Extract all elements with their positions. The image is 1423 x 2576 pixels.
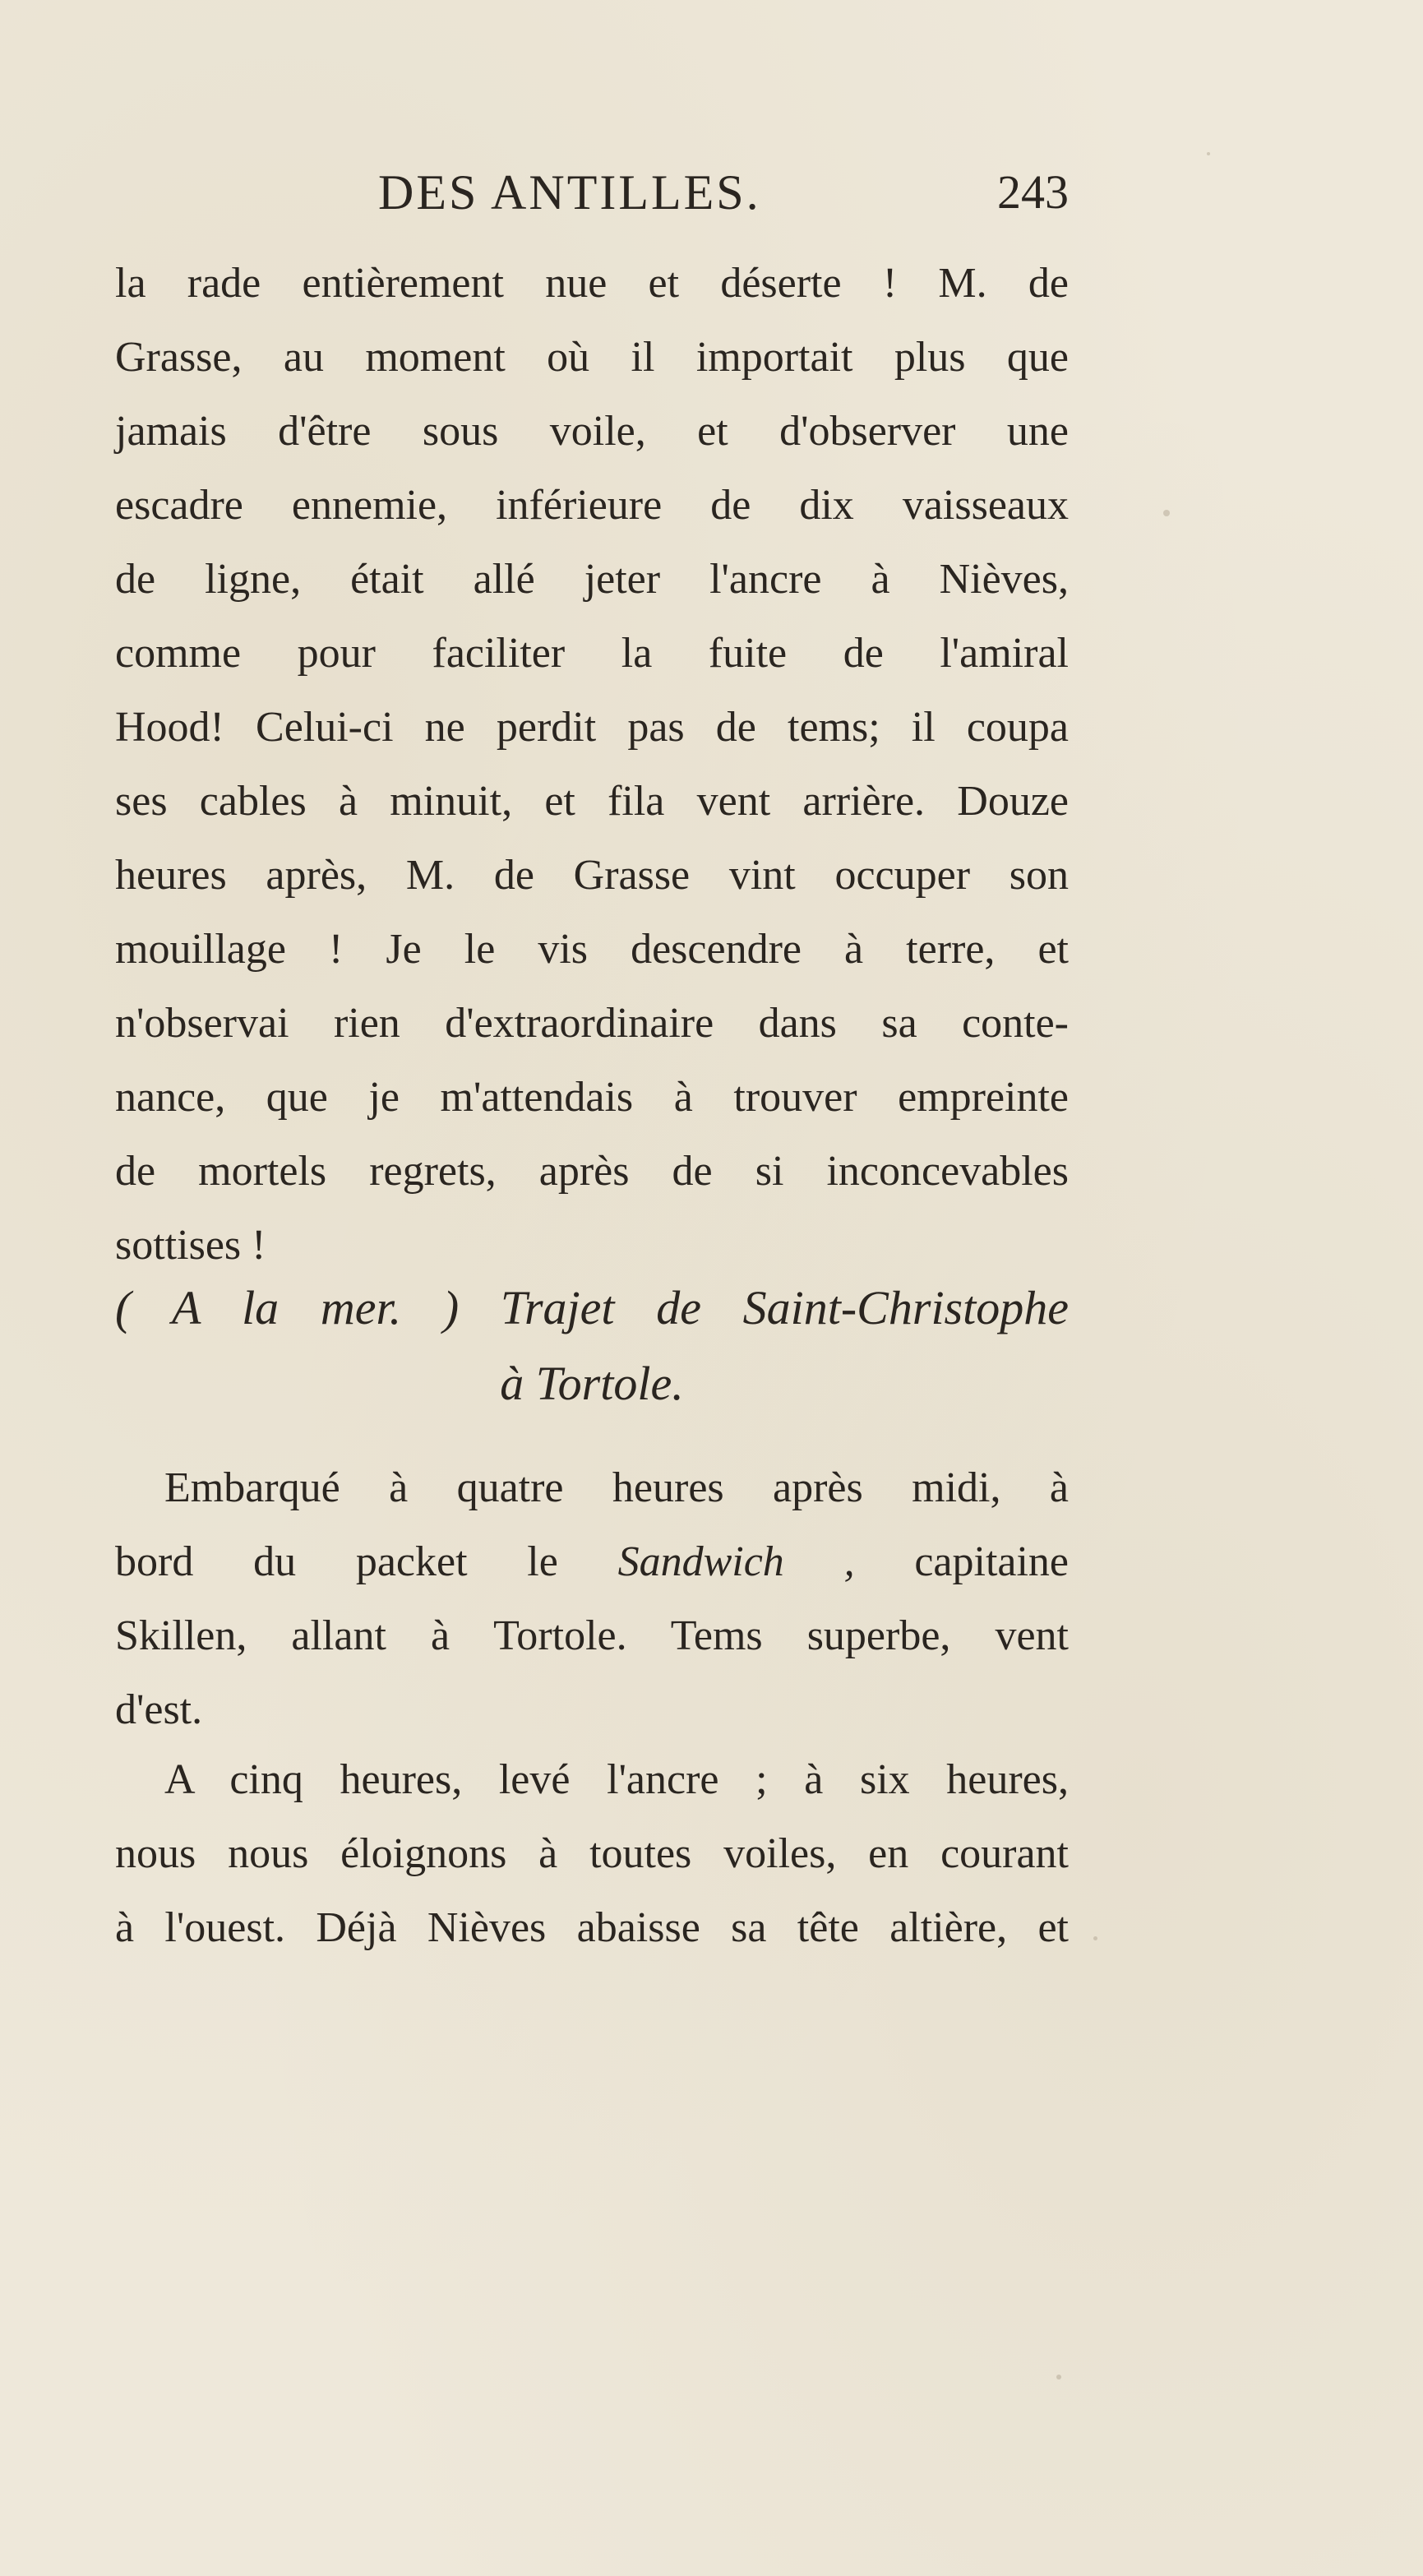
text-line: Grasse, au moment où il importait plus que	[115, 334, 1069, 381]
section-heading-line-2: à Tortole.	[500, 1357, 684, 1410]
paper-speck	[1056, 2375, 1061, 2379]
page-number: 243	[997, 165, 1069, 219]
text-fragment: capitaine	[854, 1538, 1070, 1585]
section-heading-line-1: ( A la mer. ) Trajet de Saint-Christophe	[115, 1281, 1069, 1334]
text-line: jamais d'être sous voile, et d'observer une	[115, 408, 1069, 455]
text-line: heures après, M. de Grasse vint occuper son	[115, 852, 1069, 899]
text-line: de mortels regrets, après de si inconcevables	[115, 1148, 1069, 1195]
ship-name: Sandwich ,	[617, 1538, 855, 1585]
text-fragment: bord du packet le	[115, 1538, 618, 1585]
paragraph-2	[115, 1451, 1069, 1747]
text-line: n'observai rien d'extraordinaire dans sa conte-	[115, 1000, 1069, 1047]
paper-speck	[1163, 510, 1170, 516]
section-heading	[115, 1270, 1069, 1422]
running-head: DES ANTILLES.	[378, 165, 761, 220]
paragraph-1	[115, 247, 1069, 1283]
text-line: comme pour faciliter la fuite de l'amiral	[115, 630, 1069, 677]
text-line: A cinq heures, levé l'ancre ; à six heures,	[164, 1756, 1069, 1803]
text-line: sottises !	[115, 1222, 266, 1269]
paper-speck	[1093, 1936, 1097, 1940]
text-line: ses cables à minuit, et fila vent arrière. Douze	[115, 778, 1069, 825]
text-line: Hood! Celui-ci ne perdit pas de tems; il coupa	[115, 704, 1069, 751]
text-line: de ligne, était allé jeter l'ancre à Nièves,	[115, 556, 1069, 603]
page-header	[378, 164, 1069, 230]
text-line	[115, 1525, 1069, 1599]
text-line: Skillen, allant à Tortole. Tems superbe, vent	[115, 1612, 1069, 1659]
paragraph-3	[115, 1743, 1069, 1965]
text-line: à l'ouest. Déjà Nièves abaisse sa tête altière, et	[115, 1904, 1069, 1951]
text-line: d'est.	[115, 1686, 203, 1733]
text-line: nous nous éloignons à toutes voiles, en courant	[115, 1830, 1069, 1877]
text-line: escadre ennemie, inférieure de dix vaisseaux	[115, 482, 1069, 529]
text-line: mouillage ! Je le vis descendre à terre, et	[115, 926, 1069, 973]
text-line: la rade entièrement nue et déserte ! M. de	[115, 260, 1069, 307]
paper-speck	[1207, 152, 1210, 155]
text-line: nance, que je m'attendais à trouver empreinte	[115, 1074, 1069, 1121]
text-line: Embarqué à quatre heures après midi, à	[164, 1464, 1069, 1511]
